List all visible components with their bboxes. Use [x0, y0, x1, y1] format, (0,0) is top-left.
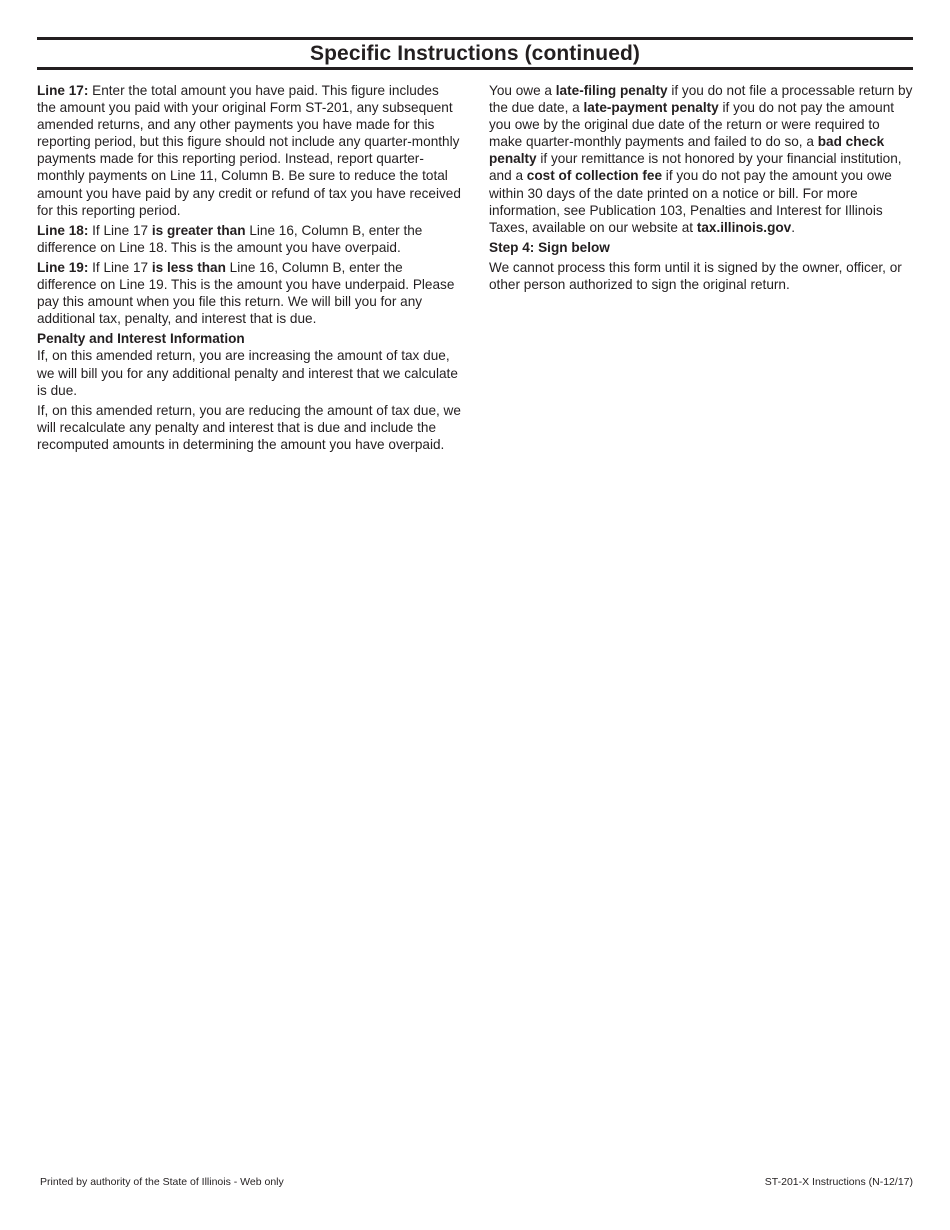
- line-18-paragraph: Line 18: If Line 17 is greater than Line 16, Column B, enter the difference on Line 18. This is the amount you have overpaid.: [37, 222, 423, 255]
- line-19-label: Line 19:: [37, 259, 89, 275]
- right-column: [489, 82, 915, 296]
- penalty-interest-heading: Penalty and Interest Information: [37, 331, 245, 347]
- line-17-label: Line 17:: [37, 83, 89, 98]
- footer-authority: Printed by authority of the State of Illinois - Web only: [40, 1176, 284, 1188]
- cost-of-collection-fee-term: cost of collection fee: [526, 168, 663, 184]
- line-18-label: Line 18:: [37, 222, 89, 238]
- penalties-paragraph: You owe a late-filing penalty if you do not file a processable return by the due date, a late-payment penalty if you do not pay the amount you owe by the original due date of the return or were required to make quarter-monthly payments and failed to do so, a bad check penalty if your remittance is not honored by your financial institution, and a cost of collection fee if you do not pay the amount you owe within 30 days of the date printed on a notice or bill. For more information, see Publication 103, Penalties and Interest for Illinois Taxes, available on our website at tax.illinois.gov.: [489, 83, 913, 235]
- page-title: Specific Instructions (continued): [310, 42, 640, 65]
- late-payment-penalty-term: late-payment penalty: [583, 100, 719, 116]
- footer-form-id: ST-201-X Instructions (N-12/17): [764, 1176, 913, 1188]
- line-19-paragraph: Line 19: If Line 17 is less than Line 16, Column B, enter the difference on Line 19. This is the amount you have underpaid. Please pay this amount when you file this return. We will bill you for any additional tax, penalty, and interest that is due.: [37, 259, 455, 327]
- line-18-emphasis: is greater than: [151, 222, 246, 238]
- late-filing-penalty-term: late-filing penalty: [555, 83, 668, 98]
- bad-check-penalty-term: bad check penalty: [489, 134, 885, 167]
- penalty-increase-paragraph: If, on this amended return, you are increasing the amount of tax due, we will bill you for any additional penalty and interest that we calculate is due.: [37, 348, 458, 398]
- line-17-text: Enter the total amount you have paid. This figure includes the amount you paid with your original Form ST-201, any subsequent amended returns, and any other payments you have made for this reporting period, but this figure should not include any quarter-monthly payments made for this reporting period. Instead, report quarter-monthly payments on Line 11, Column B. Be sure to reduce the total amount you have paid by any credit or refund of tax you have received for this reporting period.: [37, 83, 461, 218]
- line-17-paragraph: [37, 82, 461, 219]
- title-bar: [37, 37, 913, 70]
- left-column: [37, 82, 461, 456]
- penalty-reduce-paragraph: If, on this amended return, you are reducing the amount of tax due, we will recalculate any penalty and interest that is due and include the recomputed amounts in determining the amount you have overpaid.: [37, 402, 461, 452]
- step-4-paragraph: We cannot process this form until it is signed by the owner, officer, or other person authorized to sign the original return.: [489, 259, 902, 293]
- line-19-emphasis: is less than: [151, 259, 226, 275]
- step-4-heading: Step 4: Sign below: [489, 239, 610, 255]
- website-link: tax.illinois.gov: [696, 219, 792, 235]
